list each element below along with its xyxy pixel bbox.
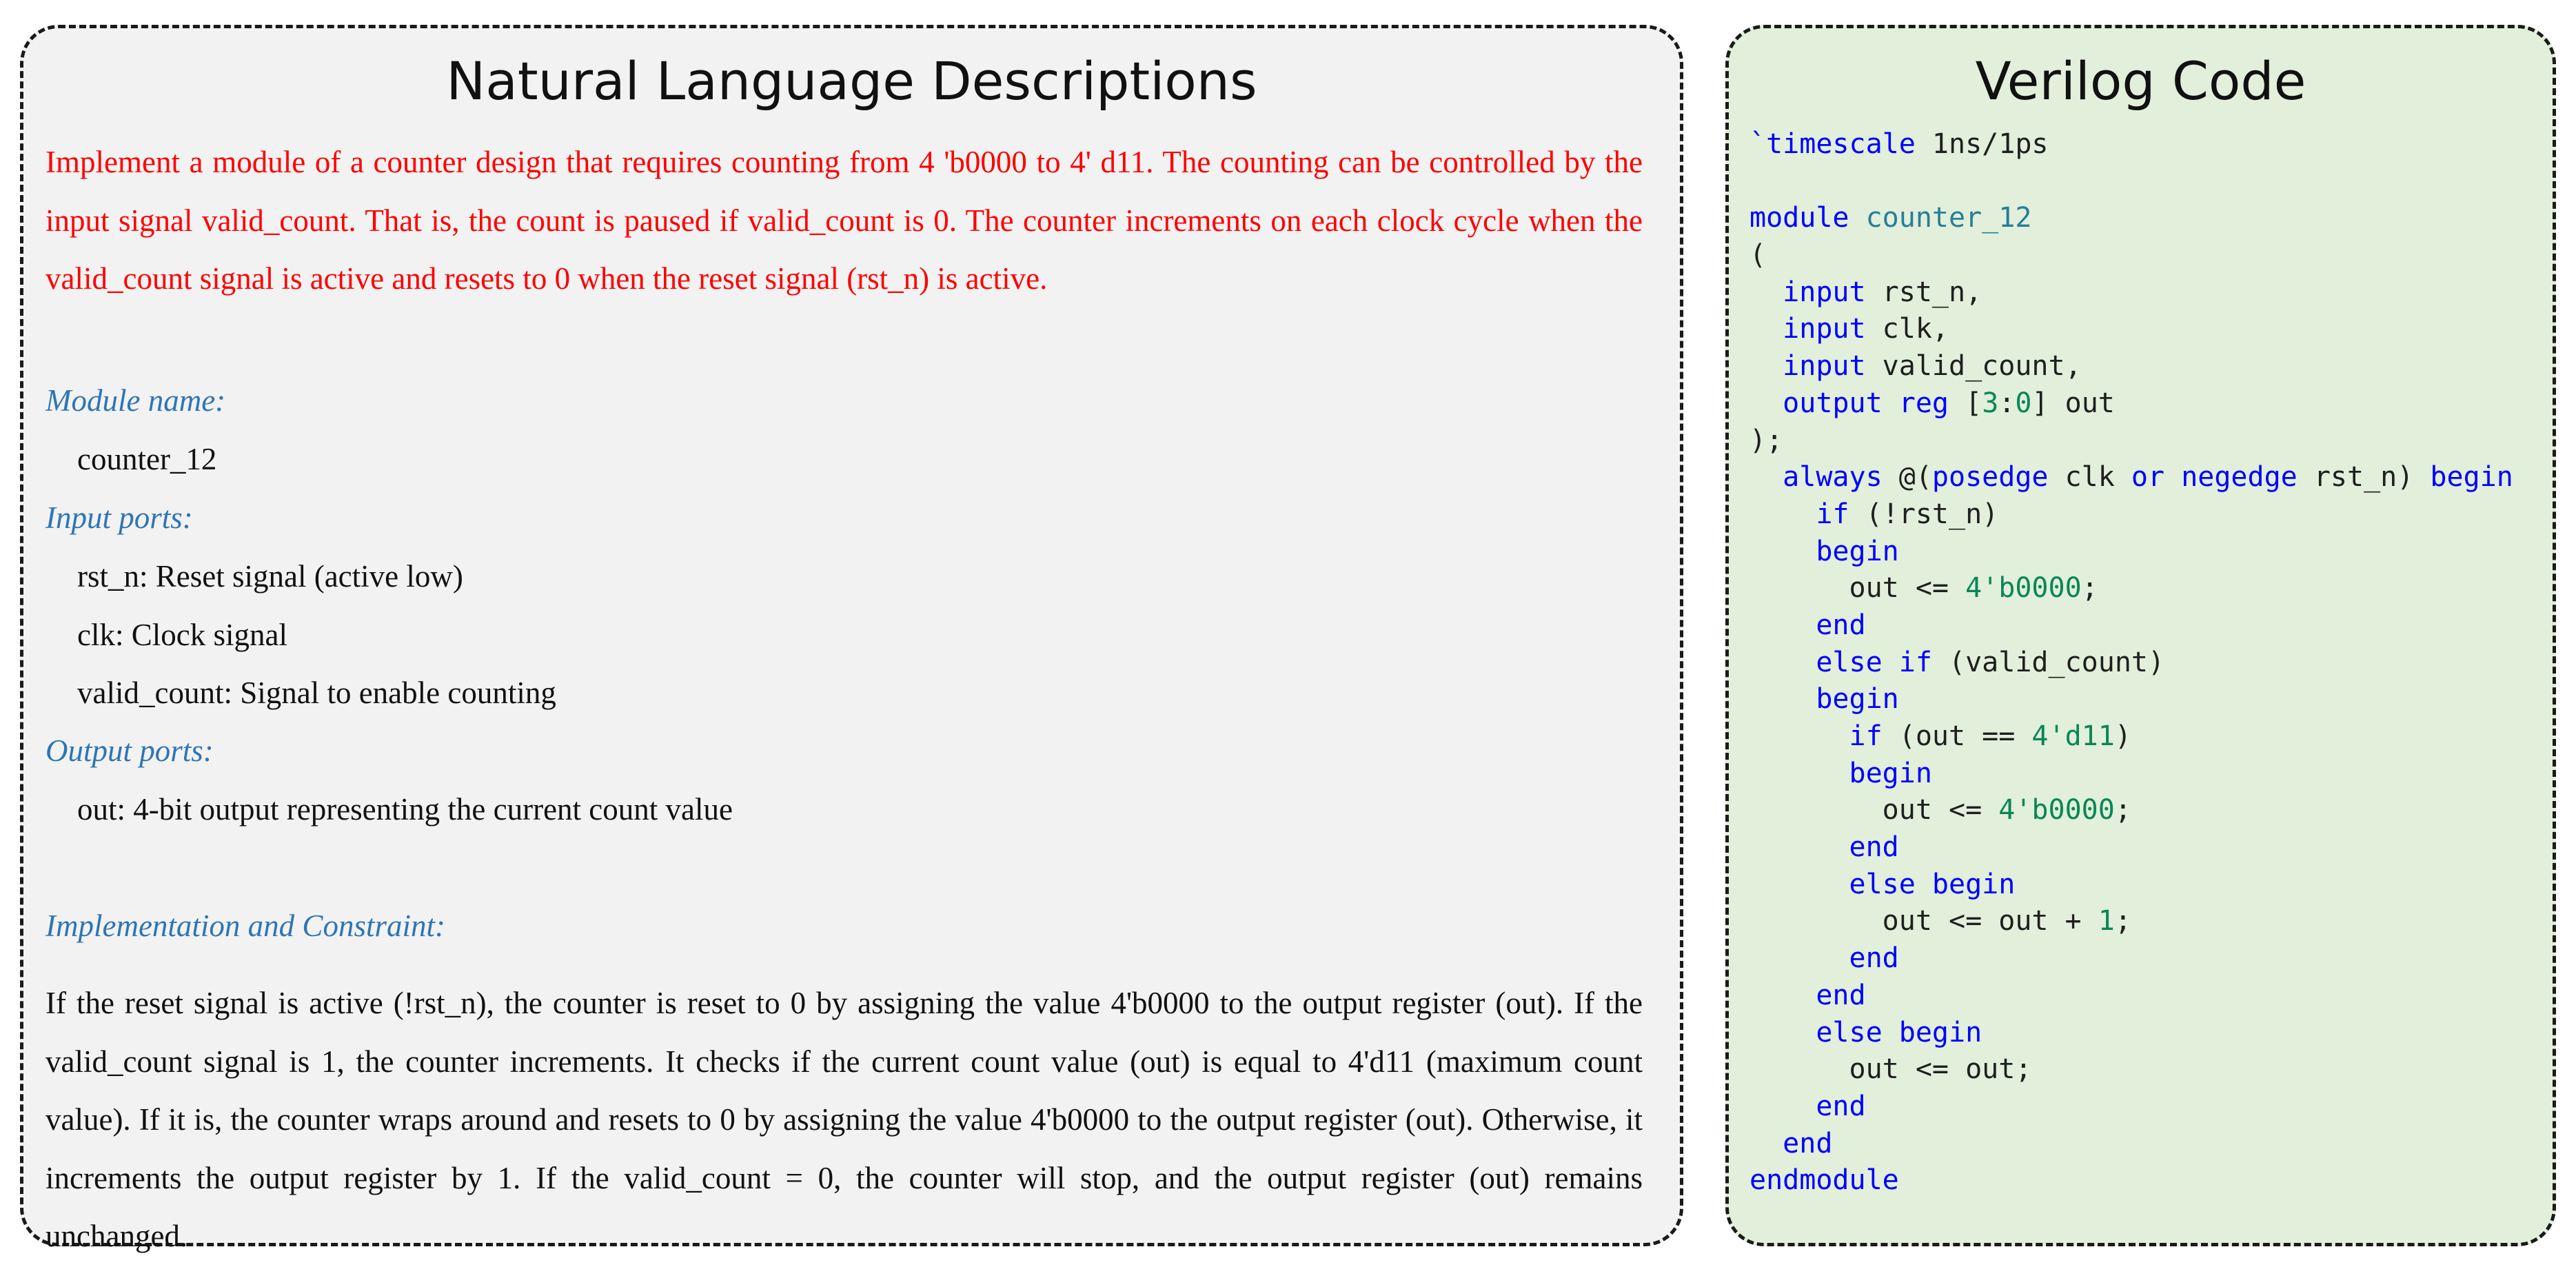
code-text: @( <box>1882 461 1932 494</box>
input-ports-label: Input ports: <box>45 500 193 535</box>
code-text: ; <box>2081 572 2098 605</box>
code-line <box>1750 607 2513 645</box>
code-keyword: begin <box>1931 868 2016 900</box>
code-text <box>1750 758 1849 789</box>
code-keyword: end <box>1816 979 1866 1011</box>
code-number: 4'b0000 <box>1998 794 2115 827</box>
code-number: 1 <box>2098 905 2115 937</box>
input-port-item: clk: Clock signal <box>77 618 287 652</box>
code-text: [ <box>1949 387 1982 419</box>
code-text <box>1750 980 1816 1011</box>
code-text <box>1849 202 1866 234</box>
verilog-code-block <box>1750 126 2513 1199</box>
code-line <box>1750 756 2513 793</box>
code-keyword: module <box>1750 202 1849 234</box>
code-text: clk <box>2048 461 2131 494</box>
code-text: ( <box>1750 239 1767 272</box>
code-line <box>1750 940 2513 977</box>
code-text: ); <box>1750 424 1783 456</box>
code-text <box>1750 461 1783 493</box>
code-number: 0 <box>2015 387 2032 419</box>
code-line <box>1750 1126 2513 1163</box>
code-text <box>1750 683 1816 715</box>
module-name-label: Module name: <box>45 383 226 418</box>
code-line <box>1750 1162 2513 1199</box>
code-line <box>1750 348 2513 385</box>
code-keyword: else <box>1816 646 1883 678</box>
code-line <box>1750 681 2513 718</box>
output-ports-label: Output ports: <box>45 733 214 768</box>
code-text <box>1883 387 1899 419</box>
code-text: (valid_count) <box>1931 646 2165 678</box>
code-text: out <= out + <box>1750 905 2098 937</box>
input-port-item: rst_n: Reset signal (active low) <box>77 559 463 594</box>
code-line <box>1750 792 2513 829</box>
intro-description: Implement a module of a counter design that requires counting from 4 'b0000 to 4' d11. The counting can be controlled by the input signal valid_count. That is, the count is paused if valid_count is 0. The counter increments on each clock cycle when the valid_count signal is active and resets to 0 when the reset signal (rst_n) is active. <box>45 145 1643 296</box>
code-keyword: begin <box>2430 461 2513 494</box>
code-keyword: output <box>1783 387 1883 419</box>
code-line <box>1750 200 2513 237</box>
code-line <box>1750 163 2513 201</box>
code-line <box>1750 1051 2513 1088</box>
code-line <box>1750 977 2513 1015</box>
code-keyword: always <box>1783 461 1883 494</box>
code-number: 3 <box>1982 387 1999 419</box>
code-keyword: else <box>1849 868 1916 900</box>
module-name-value: counter_12 <box>77 442 217 476</box>
code-keyword: negedge <box>2181 461 2298 494</box>
code-number: 4'd11 <box>2031 720 2115 752</box>
code-text: (out == <box>1882 720 2032 752</box>
code-keyword: if <box>1816 498 1849 530</box>
nl-panel-title: Natural Language Descriptions <box>446 50 1257 112</box>
code-text <box>1883 647 1899 678</box>
code-text <box>1750 350 1783 382</box>
code-keyword: input <box>1783 313 1866 345</box>
code-text <box>1883 1017 1899 1048</box>
code-line <box>1750 126 2513 163</box>
code-text: ] out <box>2031 387 2115 419</box>
code-keyword: end <box>1783 1127 1833 1159</box>
code-keyword: begin <box>1816 683 1899 716</box>
implementation-label: Implementation and Constraint: <box>45 909 445 943</box>
code-text: out <= <box>1750 572 1966 605</box>
code-text <box>1750 609 1816 641</box>
implementation-description: If the reset signal is active (!rst_n), the counter is reset to 0 by assigning the value 4'b0000 to the output register (out). If the valid_count signal is 1, the counter increments. It checks if the current count value (out) is equal to 4'd11 (maximum count value). If it is, the counter wraps around and resets to 0 by assigning the value 4'b0000 to the output register (out). Otherwise, it increments the output register by 1. If the valid_count = 0, the counter will stop, and the output register (out) remains unchanged. <box>45 986 1643 1253</box>
code-text <box>2164 461 2181 493</box>
code-text <box>1750 387 1783 419</box>
code-text <box>1750 720 1849 752</box>
code-keyword: `timescale <box>1750 128 1916 160</box>
code-text <box>1750 1017 1816 1048</box>
code-keyword: begin <box>1816 535 1899 567</box>
code-text: valid_count, <box>1865 350 2082 383</box>
code-text: out <= <box>1750 794 1999 827</box>
code-line <box>1750 570 2513 607</box>
code-line <box>1750 1015 2513 1052</box>
code-line <box>1750 534 2513 571</box>
code-line <box>1750 459 2513 496</box>
code-text: clk, <box>1865 313 1949 345</box>
code-keyword: or <box>2131 461 2165 494</box>
code-text: ) <box>2114 720 2131 752</box>
code-text <box>1750 498 1816 530</box>
code-line <box>1750 311 2513 348</box>
code-text <box>1750 942 1849 974</box>
code-text: ; <box>2114 794 2131 827</box>
code-line <box>1750 829 2513 866</box>
code-text <box>1750 313 1783 345</box>
code-text: out <= out; <box>1750 1053 2032 1086</box>
code-keyword: end <box>1849 942 1899 975</box>
code-line <box>1750 866 2513 904</box>
code-text <box>1750 276 1783 308</box>
code-text: (!rst_n) <box>1849 498 1999 530</box>
code-keyword: input <box>1783 276 1866 308</box>
code-number: 4'b0000 <box>1965 572 2082 605</box>
code-line <box>1750 423 2513 460</box>
output-port-item: out: 4-bit output representing the current count value <box>77 792 733 827</box>
code-keyword: begin <box>1849 757 1932 789</box>
code-text <box>1750 647 1816 678</box>
code-panel-title: Verilog Code <box>1975 50 2306 112</box>
code-text <box>1916 869 1932 900</box>
code-line <box>1750 1088 2513 1126</box>
code-line <box>1750 496 2513 534</box>
code-keyword: posedge <box>1931 461 2049 494</box>
code-module-name: counter_12 <box>1865 202 2032 234</box>
code-text <box>1750 1128 1783 1159</box>
code-text <box>1750 831 1849 863</box>
code-keyword: reg <box>1898 387 1949 419</box>
code-text: rst_n, <box>1865 276 1982 308</box>
code-keyword: end <box>1816 1090 1866 1122</box>
code-line <box>1750 645 2513 682</box>
code-text: ; <box>2114 905 2131 937</box>
code-text: rst_n) <box>2297 461 2431 494</box>
code-line <box>1750 385 2513 423</box>
code-line <box>1750 903 2513 940</box>
code-keyword: if <box>1898 646 1932 678</box>
verilog-code-panel <box>1725 25 2556 1246</box>
code-text <box>1750 1091 1816 1122</box>
code-keyword: if <box>1849 720 1883 752</box>
code-keyword: else <box>1816 1016 1883 1048</box>
code-text <box>1750 536 1816 567</box>
code-keyword: end <box>1816 609 1866 641</box>
code-keyword: input <box>1783 350 1866 383</box>
code-text: : <box>1998 387 2016 419</box>
code-keyword: end <box>1849 831 1899 864</box>
code-line <box>1750 237 2513 274</box>
code-text <box>1750 869 1849 900</box>
code-line <box>1750 718 2513 756</box>
natural-language-panel <box>20 25 1683 1253</box>
code-keyword: begin <box>1898 1016 1982 1048</box>
code-text: 1ns/1ps <box>1915 128 2049 160</box>
code-line <box>1750 274 2513 312</box>
code-keyword: endmodule <box>1750 1164 1899 1197</box>
input-port-item: valid_count: Signal to enable counting <box>77 676 556 710</box>
